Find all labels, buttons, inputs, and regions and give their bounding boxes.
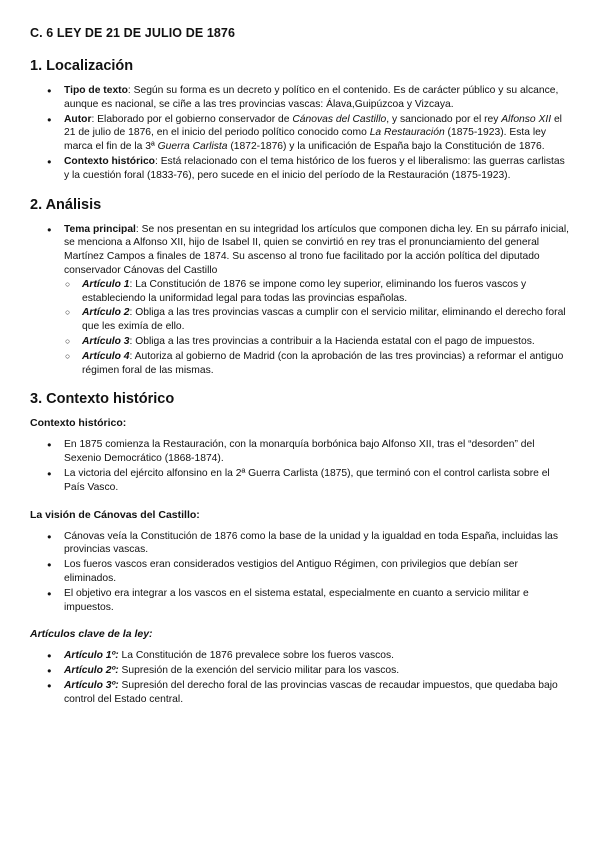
item-text: Supresión del derecho foral de las provincias vascas de recaudar impuestos, que quedaba bajo control del Estado central.	[64, 679, 558, 705]
analisis-list	[30, 223, 570, 378]
item-label: Autor	[64, 113, 92, 125]
item-label: Artículo 2º:	[64, 665, 119, 677]
list-item	[30, 113, 570, 154]
list-item: ● Los fueros vascos eran considerados vestigios del Antiguo Régimen, con privilegios que debían ser eliminados.	[30, 558, 570, 586]
item-label: Artículo 1º:	[64, 650, 119, 662]
articles-sublist	[64, 278, 570, 378]
contexto-list	[30, 438, 570, 494]
document-title: C. 6 LEY DE 21 DE JULIO DE 1876	[30, 26, 236, 40]
sublist-item	[64, 335, 570, 349]
list-item	[30, 664, 570, 678]
localizacion-list	[30, 84, 570, 183]
article-text: : Obliga a las tres provincias vascas a cumplir con el servicio militar, eliminando el derecho foral que les eximía de ello.	[82, 307, 566, 333]
list-item: ● La victoria del ejército alfonsino en la 2ª Guerra Carlista (1875), que terminó con el control carlista sobre el País Vasco.	[30, 467, 570, 495]
item-text: : Según su forma es un decreto y político en el contenido. Es de carácter público y su alcance, aunque es nacional, se ciñe a las tres provincias vascas: Álava,Guipúzcoa y Vizcaya.	[64, 85, 559, 110]
section-heading-localizacion: 1. Localización	[30, 58, 134, 74]
article-text: : La Constitución de 1876 se impone como ley superior, eliminando los fueros vascos y estableciendo la uniformidad legal para todas las provincias españolas.	[82, 278, 527, 304]
article-text: : Autoriza al gobierno de Madrid (con la aprobación de las tres provincias) a reformar el antiguo régimen foral de las mismas.	[82, 350, 564, 376]
item-text: , y sancionado por el rey	[386, 113, 502, 125]
subheading-text: Artículos clave de la ley:	[30, 628, 153, 641]
sublist-item	[64, 278, 570, 306]
item-italic: Alfonso XII	[501, 113, 552, 125]
article-label: Artículo 1	[82, 278, 130, 290]
item-text: La Constitución de 1876 prevalece sobre los fueros vascos.	[118, 650, 395, 662]
section-heading-analisis: 2. Análisis	[30, 196, 102, 213]
sublist-item	[64, 306, 570, 334]
article-label: Artículo 2	[82, 307, 130, 319]
article-text: : Obliga a las tres provincias a contribuir a la Hacienda estatal con el pago de impuestos.	[129, 335, 535, 347]
list-item	[30, 223, 570, 378]
list-item	[30, 84, 570, 112]
item-text: : Se nos presentan en su integridad los artículos que componen dicha ley. En su párrafo inicial, se menciona a Alfonso XII, hijo de Isabel II, quien se convirtió en rey tras el pronunciamiento del general Martínez Campos a finales de 1874. Su ascenso al trono fue facilitado por la acción política del diputado conservador Cánovas del Castillo	[64, 223, 570, 276]
sublist-item	[64, 350, 570, 378]
list-item	[30, 679, 570, 707]
article-label: Artículo 4	[82, 350, 130, 362]
item-text: : Elaborado por el gobierno conservador de	[91, 113, 293, 125]
item-italic: Guerra Carlista	[157, 141, 228, 153]
item-italic: Cánovas del Castillo	[292, 113, 387, 125]
item-label: Tema principal	[64, 223, 136, 235]
item-text: Supresión de la exención del servicio militar para los vascos.	[118, 665, 400, 677]
subheading-contexto-historico: Contexto histórico:	[30, 417, 127, 430]
list-item: ● Cánovas veía la Constitución de 1876 como la base de la unidad y la igualdad en toda España, incluidas las provincias vascas.	[30, 530, 570, 558]
list-item	[30, 649, 570, 663]
section-heading-contexto: 3. Contexto histórico	[30, 391, 175, 408]
list-item: ● El objetivo era integrar a los vascos en el sistema estatal, especialmente en cuanto a servicio militar e impuestos.	[30, 587, 570, 615]
list-item	[30, 155, 570, 183]
item-text: (1872-1876) y la unificación de España bajo la Constitución de 1876.	[227, 141, 545, 153]
subheading-vision-canovas: La visión de Cánovas del Castillo:	[30, 508, 200, 521]
vision-list	[30, 530, 570, 615]
item-label: Tipo de texto	[64, 85, 128, 96]
list-item: ● En 1875 comienza la Restauración, con la monarquía borbónica bajo Alfonso XII, tras el “desorden” del Sexenio Democrático (1868-1874).	[30, 438, 570, 466]
item-italic: La Restauración	[369, 127, 445, 139]
article-label: Artículo 3	[82, 335, 130, 347]
item-text: el 21 de julio de 1876, en el inicio del periodo político conocido como	[64, 113, 562, 139]
item-label: Artículo 3º:	[64, 679, 119, 691]
item-label: Contexto histórico	[64, 155, 155, 167]
subheading-articulos-clave	[30, 628, 570, 640]
item-text: : Está relacionado con el tema histórico de los fueros y el liberalismo: las guerras carlistas y la cuestión foral (1833-76), pero sucede en el inicio del período de la Restauración (1875-1923).	[64, 155, 565, 181]
item-text: (1875-1923). Esta ley marca el fin de la 3ª	[64, 127, 546, 153]
articulos-clave-list	[30, 649, 570, 706]
